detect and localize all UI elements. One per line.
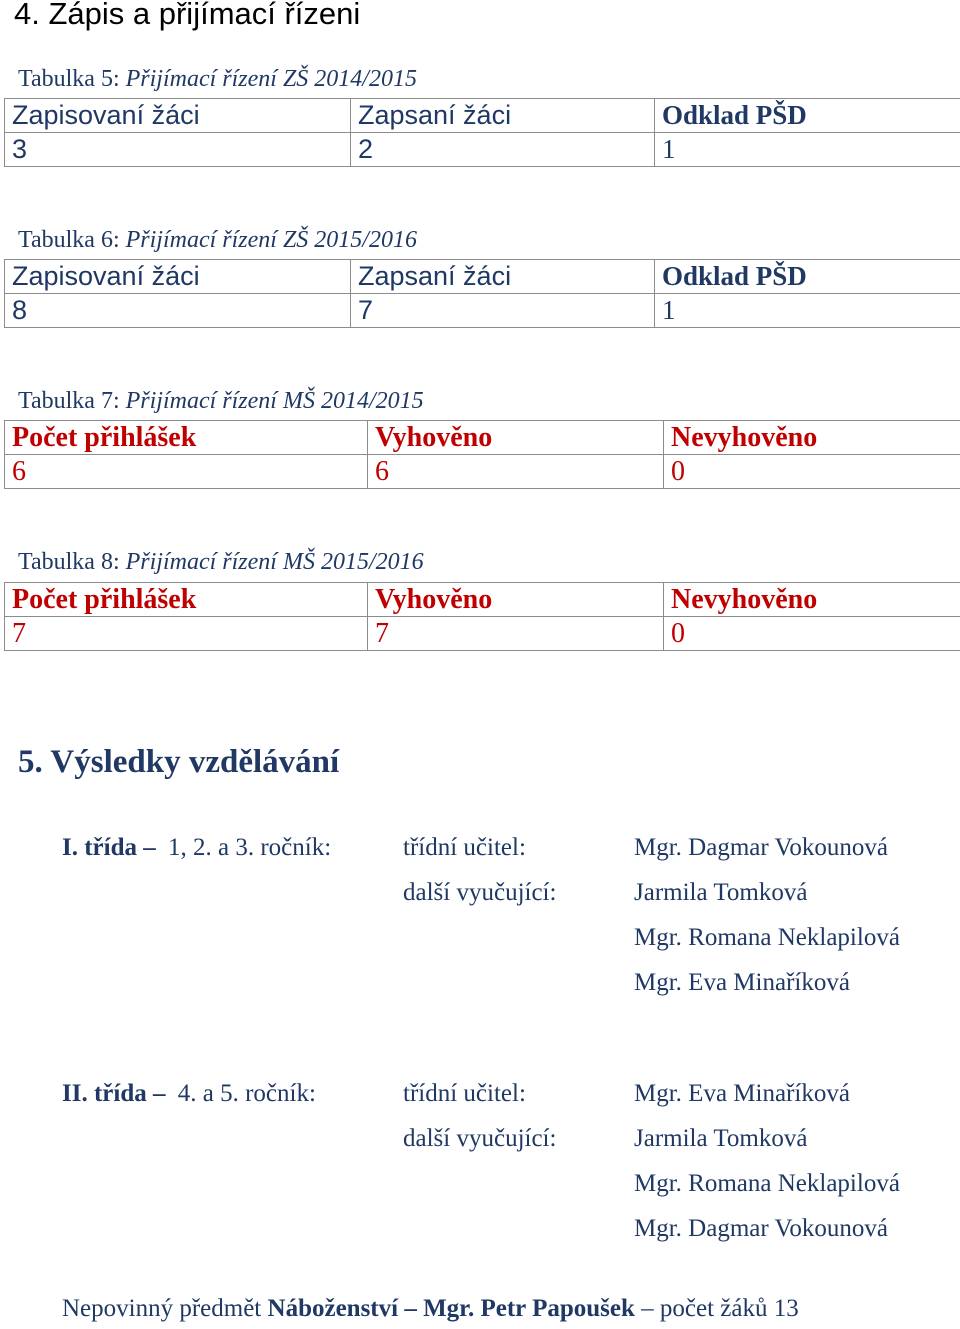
table-row xyxy=(5,294,960,328)
table-cell: 6 xyxy=(5,455,368,489)
optional-subject-name: Náboženství xyxy=(267,1295,399,1322)
table-header-cell: Nevyhověno xyxy=(664,583,960,617)
caption-text: Přijímací řízení MŠ 2014/2015 xyxy=(125,388,424,414)
class-name xyxy=(62,1080,316,1108)
optional-subject-line xyxy=(62,1295,799,1323)
table-header-cell: Odklad PŠD xyxy=(655,260,960,294)
table-row xyxy=(5,617,960,651)
table-cell: 0 xyxy=(664,617,960,651)
other-teacher-name: Jarmila Tomková xyxy=(634,1125,808,1152)
table-header-cell: Vyhověno xyxy=(368,421,664,455)
table-cell: 0 xyxy=(664,455,960,489)
dash: – xyxy=(641,1295,654,1322)
table-header-cell: Zapisovaní žáci xyxy=(5,260,351,294)
table-5 xyxy=(4,98,960,167)
section-5-title: 5. Výsledky vzdělávání xyxy=(18,744,340,780)
dash: – xyxy=(404,1295,417,1322)
table-header-row xyxy=(5,99,960,133)
table-7-caption xyxy=(18,388,424,415)
table-cell: 1 xyxy=(655,294,960,328)
class-teacher-name: Mgr. Eva Minaříková xyxy=(634,1080,850,1107)
table-cell: 6 xyxy=(368,455,664,489)
table-header-cell: Počet přihlášek xyxy=(5,583,368,617)
dash: – xyxy=(152,1080,166,1107)
caption-prefix: Tabulka 6: xyxy=(18,227,120,253)
caption-prefix: Tabulka 7: xyxy=(18,388,120,414)
table-header-cell: Odklad PŠD xyxy=(655,99,960,133)
optional-subject-teacher: Mgr. Petr Papoušek xyxy=(423,1295,635,1322)
table-6-caption xyxy=(18,227,417,254)
dash: – xyxy=(143,834,156,861)
table-cell: 8 xyxy=(5,294,351,328)
other-teachers-label: další vyučující: xyxy=(403,879,557,906)
table-header-row xyxy=(5,260,960,294)
table-5-caption xyxy=(18,66,417,93)
table-cell: 7 xyxy=(5,617,368,651)
class-grades: 4. a 5. ročník: xyxy=(177,1080,316,1107)
table-8 xyxy=(4,582,960,651)
class-title: I. třída xyxy=(62,834,137,861)
caption-prefix: Tabulka 8: xyxy=(18,549,120,575)
table-8-caption xyxy=(18,549,424,576)
table-header-cell: Vyhověno xyxy=(368,583,664,617)
table-header-cell: Počet přihlášek xyxy=(5,421,368,455)
other-teacher-name: Mgr. Romana Neklapilová xyxy=(634,924,900,951)
class-grades: 1, 2. a 3. ročník: xyxy=(168,834,332,861)
other-teacher-name: Mgr. Dagmar Vokounová xyxy=(634,1215,888,1242)
table-cell: 1 xyxy=(655,133,960,167)
class-title: II. třída xyxy=(62,1080,147,1107)
table-header-cell: Zapsaní žáci xyxy=(351,260,655,294)
section-4-title: 4. Zápis a přijímací řízeni xyxy=(14,0,361,31)
caption-text: Přijímací řízení ZŠ 2015/2016 xyxy=(125,227,417,253)
class-teacher-label: třídní učitel: xyxy=(403,834,526,861)
optional-subject-count: počet žáků 13 xyxy=(659,1295,799,1322)
caption-text: Přijímací řízení MŠ 2015/2016 xyxy=(125,549,424,575)
table-header-row xyxy=(5,421,960,455)
table-7 xyxy=(4,420,960,489)
class-teacher-name: Mgr. Dagmar Vokounová xyxy=(634,834,888,861)
table-header-cell: Zapisovaní žáci xyxy=(5,99,351,133)
optional-subject-prefix: Nepovinný předmět xyxy=(62,1295,262,1322)
table-row xyxy=(5,133,960,167)
other-teacher-name: Jarmila Tomková xyxy=(634,879,808,906)
other-teacher-name: Mgr. Eva Minaříková xyxy=(634,969,850,996)
caption-text: Přijímací řízení ZŠ 2014/2015 xyxy=(125,66,417,92)
table-header-cell: Nevyhověno xyxy=(664,421,960,455)
table-6 xyxy=(4,259,960,328)
table-cell: 7 xyxy=(351,294,655,328)
other-teacher-name: Mgr. Romana Neklapilová xyxy=(634,1170,900,1197)
class-teacher-label: třídní učitel: xyxy=(403,1080,526,1107)
table-header-cell: Zapsaní žáci xyxy=(351,99,655,133)
table-row xyxy=(5,455,960,489)
class-name xyxy=(62,834,331,862)
table-cell: 7 xyxy=(368,617,664,651)
table-header-row xyxy=(5,583,960,617)
other-teachers-label: další vyučující: xyxy=(403,1125,557,1152)
caption-prefix: Tabulka 5: xyxy=(18,66,120,92)
table-cell: 3 xyxy=(5,133,351,167)
table-cell: 2 xyxy=(351,133,655,167)
